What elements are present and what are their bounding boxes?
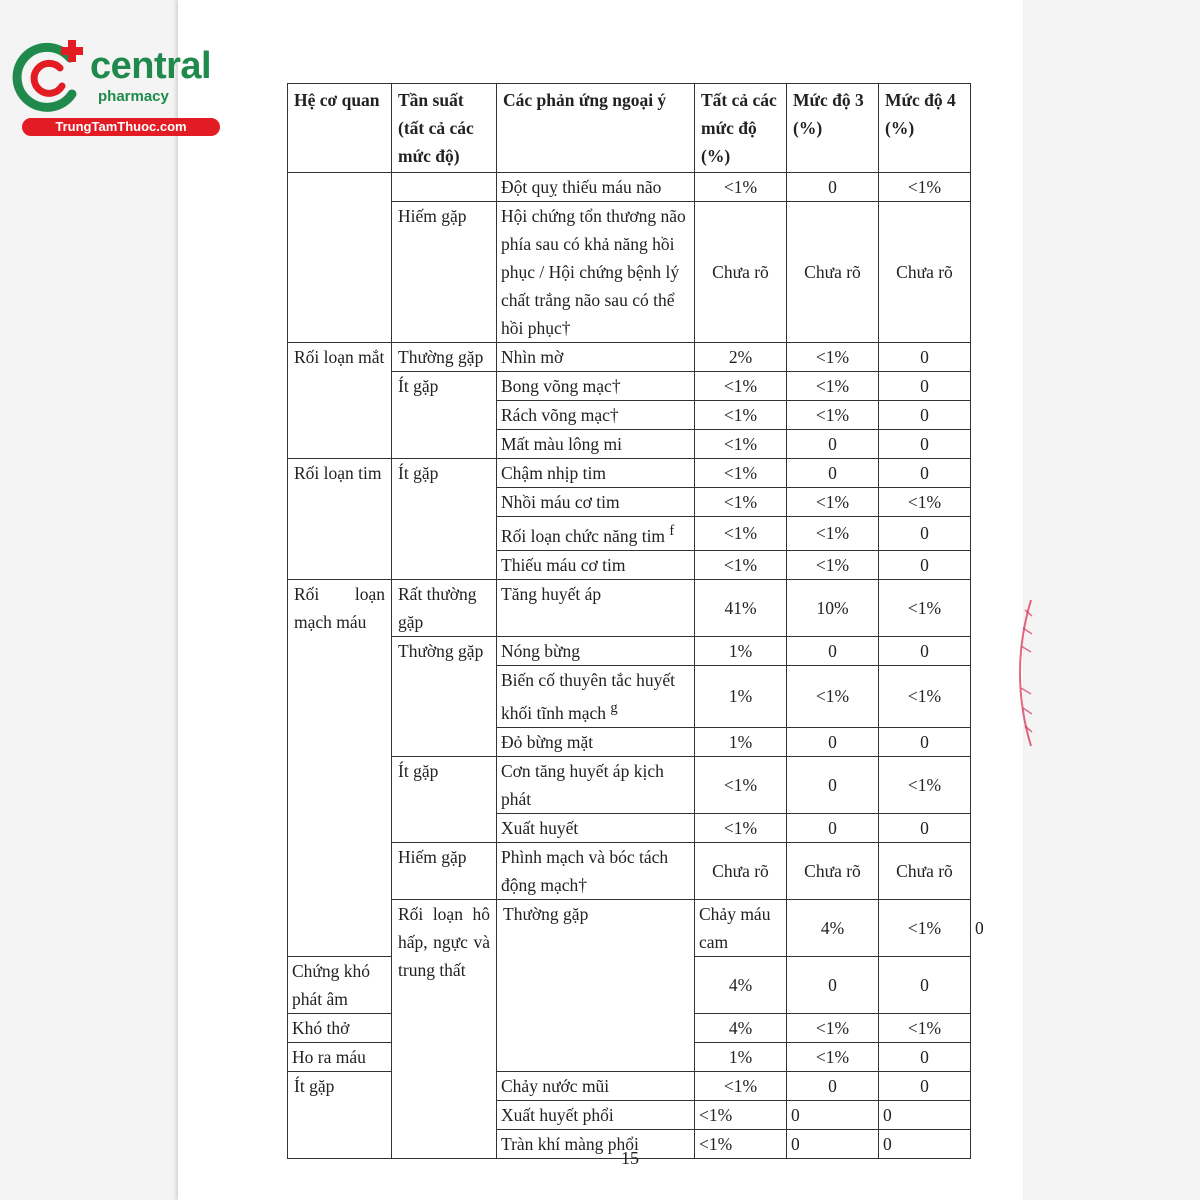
grade-3-cell: 0 bbox=[787, 727, 879, 756]
all-grades-cell: <1% bbox=[695, 488, 787, 517]
adverse-reactions-table bbox=[287, 83, 971, 1159]
reaction-cell: Chứng khó phát âm bbox=[288, 956, 392, 1013]
grade-3-cell: 0 bbox=[787, 459, 879, 488]
grade-3-cell: <1% bbox=[879, 899, 971, 956]
reaction-cell: Chảy nước mũi bbox=[497, 1071, 695, 1100]
grade-4-cell: <1% bbox=[879, 665, 971, 727]
organ-cell: Rối loạn mạch máu bbox=[288, 579, 392, 956]
red-stamp-icon bbox=[1005, 598, 1033, 748]
table-row bbox=[288, 173, 971, 202]
grade-4-cell: <1% bbox=[879, 488, 971, 517]
grade-3-cell: <1% bbox=[787, 1013, 879, 1042]
grade-4-cell: 0 bbox=[879, 550, 971, 579]
grade-4-cell: Chưa rõ bbox=[879, 842, 971, 899]
grade-4-cell: 0 bbox=[879, 1100, 971, 1129]
grade-3-cell: 0 bbox=[787, 636, 879, 665]
logo-brand-text: central bbox=[90, 45, 212, 87]
reaction-cell: Khó thở bbox=[288, 1013, 392, 1042]
grade-4-cell: <1% bbox=[879, 579, 971, 636]
all-grades-cell: <1% bbox=[695, 756, 787, 813]
organ-cell: Rối loạn mắt bbox=[288, 343, 392, 459]
page-number: 15 bbox=[621, 1148, 639, 1168]
organ-cell: Rối loạn tim bbox=[288, 459, 392, 580]
frequency-cell: Ít gặp bbox=[392, 372, 497, 459]
grade-4-cell: 0 bbox=[879, 1042, 971, 1071]
logo-url-text: TrungTamThuoc.com bbox=[22, 118, 220, 136]
reaction-cell: Phình mạch và bóc tách động mạch† bbox=[497, 842, 695, 899]
all-grades-cell: 2% bbox=[695, 343, 787, 372]
header-organ: Hệ cơ quan bbox=[288, 84, 392, 173]
grade-4-cell: <1% bbox=[879, 1013, 971, 1042]
all-grades-cell: <1% bbox=[695, 1129, 787, 1158]
grade-4-cell: 0 bbox=[879, 343, 971, 372]
reaction-text: Rối loạn chức năng tim bbox=[501, 525, 666, 546]
all-grades-cell: <1% bbox=[695, 1071, 787, 1100]
grade-3-cell: 0 bbox=[787, 1129, 879, 1158]
grade-4-cell: 0 bbox=[879, 1071, 971, 1100]
all-grades-cell: 1% bbox=[695, 665, 787, 727]
reaction-cell: Hội chứng tổn thương não phía sau có khả năng hồi phục / Hội chứng bệnh lý chất trắng não sau có thể hồi phục† bbox=[497, 202, 695, 343]
all-grades-cell: 1% bbox=[695, 636, 787, 665]
grade-3-cell: <1% bbox=[787, 343, 879, 372]
reaction-cell: Xuất huyết phổi bbox=[497, 1100, 695, 1129]
reaction-cell bbox=[497, 665, 695, 727]
grade-3-cell: 0 bbox=[787, 430, 879, 459]
frequency-cell: Hiếm gặp bbox=[392, 842, 497, 899]
grade-4-cell: 0 bbox=[879, 517, 971, 551]
grade-3-cell: <1% bbox=[787, 401, 879, 430]
grade-4-cell: 0 bbox=[879, 813, 971, 842]
frequency-cell: Thường gặp bbox=[392, 636, 497, 756]
all-grades-cell: <1% bbox=[695, 430, 787, 459]
all-grades-cell: <1% bbox=[695, 550, 787, 579]
grade-3-cell: 0 bbox=[787, 756, 879, 813]
frequency-cell: Ít gặp bbox=[288, 1071, 392, 1158]
reaction-cell: Đỏ bừng mặt bbox=[497, 727, 695, 756]
header-frequency: Tần suất (tất cả các mức độ) bbox=[392, 84, 497, 173]
grade-3-cell: <1% bbox=[787, 665, 879, 727]
reaction-cell: Tăng huyết áp bbox=[497, 579, 695, 636]
table-row bbox=[288, 1071, 971, 1100]
grade-4-cell: 0 bbox=[879, 401, 971, 430]
grade-4-cell: 0 bbox=[879, 430, 971, 459]
grade-3-cell: <1% bbox=[787, 488, 879, 517]
grade-4-cell: 0 bbox=[879, 636, 971, 665]
all-grades-cell: Chưa rõ bbox=[695, 842, 787, 899]
reaction-cell: Chậm nhịp tim bbox=[497, 459, 695, 488]
table-header-row bbox=[288, 84, 971, 173]
reaction-cell bbox=[497, 517, 695, 551]
reaction-cell: Cơn tăng huyết áp kịch phát bbox=[497, 756, 695, 813]
grade-4-cell: <1% bbox=[879, 173, 971, 202]
organ-cell bbox=[288, 173, 392, 343]
grade-3-cell: 0 bbox=[787, 813, 879, 842]
frequency-cell: Ít gặp bbox=[392, 756, 497, 842]
reaction-cell: Chảy máu cam bbox=[695, 899, 787, 956]
grade-3-cell: 0 bbox=[787, 173, 879, 202]
grade-3-cell: 0 bbox=[787, 1100, 879, 1129]
frequency-cell: Thường gặp bbox=[392, 343, 497, 372]
grade-4-cell: 0 bbox=[879, 727, 971, 756]
all-grades-cell: 4% bbox=[787, 899, 879, 956]
grade-3-cell: 0 bbox=[787, 1071, 879, 1100]
reaction-cell: Nhìn mờ bbox=[497, 343, 695, 372]
grade-4-cell: 0 bbox=[879, 459, 971, 488]
organ-cell: Rối loạn hô hấp, ngực và trung thất bbox=[392, 899, 497, 1158]
grade-3-cell: 0 bbox=[787, 956, 879, 1013]
frequency-cell bbox=[392, 173, 497, 202]
header-grade-4: Mức độ 4 (%) bbox=[879, 84, 971, 173]
grade-4-cell: 0 bbox=[879, 956, 971, 1013]
all-grades-cell: <1% bbox=[695, 813, 787, 842]
grade-3-cell: <1% bbox=[787, 517, 879, 551]
frequency-cell: Hiếm gặp bbox=[392, 202, 497, 343]
grade-3-cell: 10% bbox=[787, 579, 879, 636]
frequency-cell: Ít gặp bbox=[392, 459, 497, 580]
reaction-cell: Bong võng mạc† bbox=[497, 372, 695, 401]
reaction-cell: Thiếu máu cơ tim bbox=[497, 550, 695, 579]
header-all-grades: Tất cả các mức độ (%) bbox=[695, 84, 787, 173]
all-grades-cell: <1% bbox=[695, 459, 787, 488]
grade-4-cell: Chưa rõ bbox=[879, 202, 971, 343]
frequency-cell: Thường gặp bbox=[497, 899, 695, 1071]
all-grades-cell: 41% bbox=[695, 579, 787, 636]
all-grades-cell: <1% bbox=[695, 372, 787, 401]
central-pharmacy-logo[interactable] bbox=[10, 38, 220, 138]
grade-4-cell: <1% bbox=[879, 756, 971, 813]
reaction-cell: Ho ra máu bbox=[288, 1042, 392, 1071]
grade-4-cell: 0 bbox=[879, 1129, 971, 1158]
reaction-cell: Nóng bừng bbox=[497, 636, 695, 665]
grade-3-cell: Chưa rõ bbox=[787, 842, 879, 899]
all-grades-cell: <1% bbox=[695, 1100, 787, 1129]
all-grades-cell: 1% bbox=[695, 1042, 787, 1071]
header-reaction: Các phản ứng ngoại ý bbox=[497, 84, 695, 173]
footnote-mark: g bbox=[610, 699, 618, 716]
table-row bbox=[288, 343, 971, 372]
all-grades-cell: <1% bbox=[695, 173, 787, 202]
grade-3-cell: <1% bbox=[787, 550, 879, 579]
table-row bbox=[288, 579, 971, 636]
header-grade-3: Mức độ 3 (%) bbox=[787, 84, 879, 173]
grade-3-cell: <1% bbox=[787, 1042, 879, 1071]
pharmacy-logo-icon bbox=[10, 38, 88, 116]
table-row bbox=[288, 459, 971, 488]
grade-3-cell: Chưa rõ bbox=[787, 202, 879, 343]
footnote-mark: f bbox=[669, 523, 675, 539]
reaction-cell: Đột quỵ thiếu máu não bbox=[497, 173, 695, 202]
logo-sub-text: pharmacy bbox=[98, 88, 169, 105]
reaction-cell: Nhồi máu cơ tim bbox=[497, 488, 695, 517]
reaction-cell: Tràn khí màng phổi bbox=[497, 1129, 695, 1158]
reaction-text: Biến cố thuyên tắc huyết khối tĩnh mạch bbox=[501, 669, 675, 723]
grade-3-cell: <1% bbox=[787, 372, 879, 401]
all-grades-cell: <1% bbox=[695, 401, 787, 430]
grade-4-cell: 0 bbox=[879, 372, 971, 401]
all-grades-cell: 4% bbox=[695, 956, 787, 1013]
all-grades-cell: 4% bbox=[695, 1013, 787, 1042]
all-grades-cell: Chưa rõ bbox=[695, 202, 787, 343]
reaction-cell: Mất màu lông mi bbox=[497, 430, 695, 459]
frequency-cell: Rất thường gặp bbox=[392, 579, 497, 636]
reaction-cell: Xuất huyết bbox=[497, 813, 695, 842]
all-grades-cell: 1% bbox=[695, 727, 787, 756]
all-grades-cell: <1% bbox=[695, 517, 787, 551]
reaction-cell: Rách võng mạc† bbox=[497, 401, 695, 430]
